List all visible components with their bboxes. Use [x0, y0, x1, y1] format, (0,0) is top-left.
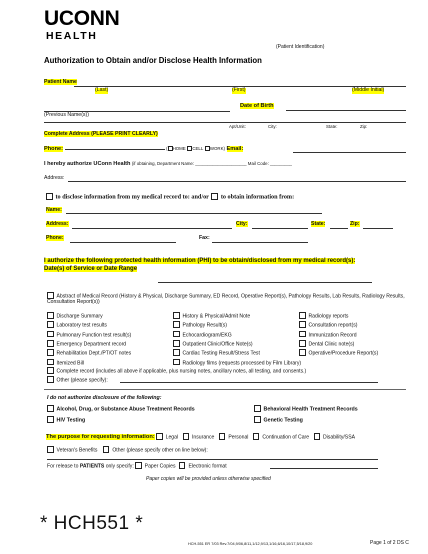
complete-address-label: Complete Address (PLEASE PRINT CLEARLY) — [44, 131, 158, 137]
purpose-row: The purpose for requesting information: Legal Insurance Personal Continuation of Care Disability/SSA — [46, 434, 355, 441]
last-label: (Last) — [95, 87, 109, 93]
recipient-state-line[interactable] — [330, 228, 348, 229]
recipient-zip-label: Zip: — [350, 221, 360, 227]
recipient-city-label: City: — [236, 221, 248, 227]
recipient-phone-label: Phone: — [46, 235, 64, 241]
purpose-other-checkbox[interactable] — [103, 446, 110, 453]
phi-authorization: I authorize the following protected health information (PHI) to be obtain/disclosed from my medical record(s): Date(s) of Service or Date Range — [44, 258, 356, 272]
previous-names-label: (Previous Name(s)) — [44, 112, 89, 118]
authorize-row: I hereby authorize UConn Health (if obtaining, Department Name: _____________________ Mail Code: _________ — [44, 161, 292, 167]
recipient-zip-line[interactable] — [363, 228, 393, 229]
other-record-line[interactable] — [120, 382, 378, 383]
disclose-row: to disclose information from my medical record to: and/or to obtain information from: — [46, 193, 294, 200]
form-title: Authorization to Obtain and/or Disclose Health Information — [44, 56, 262, 65]
record-checkbox[interactable] — [47, 359, 54, 366]
not-authorize-heading: I do not authorize disclosure of the following: — [47, 395, 162, 401]
record-option: Consultation report(s) — [299, 321, 407, 329]
recipient-fax-label: Fax: — [199, 235, 210, 241]
recipient-city-line[interactable] — [252, 228, 308, 229]
record-checkbox[interactable] — [299, 312, 306, 319]
behavioral-option: Behavioral Health Treatment Records — [254, 405, 358, 412]
record-option: Operative/Procedure Report(s) — [299, 349, 407, 357]
recipient-phone-line[interactable] — [70, 242, 176, 243]
purpose-continuation-checkbox[interactable] — [253, 433, 260, 440]
disclose-checkbox[interactable] — [46, 193, 53, 200]
abstract-checkbox[interactable] — [47, 292, 54, 299]
record-option: Cardiac Testing Result/Stress Test — [173, 349, 299, 357]
other-record-option: Other (please specify): — [47, 376, 108, 384]
recipient-name-label: Name: — [46, 207, 62, 213]
record-option: Pulmonary Function test result(s) — [47, 331, 173, 339]
records-grid — [47, 312, 407, 367]
record-option: Dental Clinic note(s) — [299, 340, 407, 348]
revision-code: HCH-551 ER 7/03 Rev.7/04,9/06,8/11,1/12,9/13,1/16,6/16,10/17,5/18,9/20 — [188, 542, 313, 546]
city-label: City: — [268, 124, 277, 129]
recipient-address-label: Address: — [46, 221, 69, 227]
record-checkbox[interactable] — [173, 321, 180, 328]
record-option: Radiology reports — [299, 312, 407, 320]
record-option: Itemized Bill — [47, 359, 173, 367]
record-checkbox[interactable] — [299, 331, 306, 338]
genetic-option: Genetic Testing — [254, 416, 303, 423]
date-range-line[interactable] — [158, 282, 372, 283]
record-checkbox[interactable] — [47, 340, 54, 347]
middle-label: (Middle Initial) — [352, 87, 385, 93]
record-option: Immunization Record — [299, 331, 407, 339]
record-checkbox[interactable] — [173, 340, 180, 347]
patient-id-label: (Patient Identification) — [276, 44, 325, 50]
purpose-row-2: Veteran's Benefits Other (please specify other on line below): — [47, 446, 208, 454]
record-option: Radiology films (requests processed by Film Library) — [173, 359, 407, 367]
hiv-checkbox[interactable] — [47, 416, 54, 423]
alcohol-checkbox[interactable] — [47, 405, 54, 412]
record-checkbox[interactable] — [299, 321, 306, 328]
record-checkbox[interactable] — [173, 349, 180, 356]
logo-uconn: UCONN — [44, 7, 120, 30]
record-checkbox[interactable] — [173, 312, 180, 319]
purpose-other-line[interactable] — [47, 459, 378, 460]
purpose-disability-checkbox[interactable] — [314, 433, 321, 440]
form-barcode-code: * HCH551 * — [40, 513, 144, 534]
purpose-personal-checkbox[interactable] — [219, 433, 226, 440]
recipient-fax-line[interactable] — [212, 242, 308, 243]
record-checkbox[interactable] — [47, 321, 54, 328]
release-format-row: For release to PATIENTS only specify: Paper Copies Electronic format — [47, 463, 227, 470]
purpose-veterans-checkbox[interactable] — [47, 446, 54, 453]
record-checkbox[interactable] — [299, 349, 306, 356]
record-checkbox[interactable] — [299, 340, 306, 347]
purpose-legal-checkbox[interactable] — [156, 433, 163, 440]
dob-label: Date of Birth — [240, 103, 274, 109]
record-option: Pathology Result(s) — [173, 321, 299, 329]
record-option: Laboratory test results — [47, 321, 173, 329]
purpose-label: The purpose for requesting information: — [46, 434, 155, 441]
email-line[interactable] — [293, 152, 406, 153]
phone-row: Phone: HOME CELL WORK) Email: — [44, 146, 244, 153]
logo-health: HEALTH — [46, 30, 98, 42]
abstract-option: Abstract of Medical Record (History & Physical, Discharge Summary, ED Record, Operative Report(s), Pathology Results, Lab Results, Radiology Results, Consultation Report(s)) — [47, 293, 405, 306]
authorize-address-line[interactable] — [68, 181, 406, 182]
first-label: (First) — [232, 87, 246, 93]
behavioral-checkbox[interactable] — [254, 405, 261, 412]
electronic-format-line[interactable] — [270, 468, 378, 469]
state-label: State: — [326, 124, 338, 129]
paper-copies-checkbox[interactable] — [135, 462, 142, 469]
record-option: Echocardiogram/EKG — [173, 331, 299, 339]
divider — [44, 389, 406, 390]
obtain-checkbox[interactable] — [211, 193, 218, 200]
complete-record-option: Complete record (includes all above if applicable, plus nursing notes, ancillary notes, all testing, and consents.) — [47, 367, 407, 375]
alcohol-option: Alcohol, Drug, or Substance Abuse Treatment Records — [47, 405, 195, 412]
paper-copies-note: Paper copies will be provided unless otherwise specified — [146, 476, 271, 482]
record-checkbox[interactable] — [47, 312, 54, 319]
hiv-option: HIV Testing — [47, 416, 85, 423]
record-option: Rehabilitation Dept./PT/OT notes — [47, 349, 173, 357]
dob-line[interactable] — [286, 110, 406, 111]
apt-label: Apt/Unit: — [229, 124, 246, 129]
record-option: History & Physical/Admit Note — [173, 312, 299, 320]
other-record-checkbox[interactable] — [47, 376, 54, 383]
electronic-format-checkbox[interactable] — [179, 462, 186, 469]
zip-label: Zip: — [360, 124, 368, 129]
authorize-address-label: Address: — [44, 175, 65, 181]
record-option: Emergency Department record — [47, 340, 173, 348]
address-line[interactable] — [44, 122, 406, 123]
record-option: Outpatient Clinic/Office Note(s) — [173, 340, 299, 348]
record-checkbox[interactable] — [47, 331, 54, 338]
patient-name-label: Patient Name — [44, 79, 77, 85]
record-checkbox[interactable] — [173, 359, 180, 366]
record-option: Discharge Summary — [47, 312, 173, 320]
complete-record-checkbox[interactable] — [47, 367, 54, 374]
record-checkbox[interactable] — [47, 349, 54, 356]
genetic-checkbox[interactable] — [254, 416, 261, 423]
recipient-state-label: State: — [311, 221, 326, 227]
purpose-insurance-checkbox[interactable] — [183, 433, 190, 440]
record-checkbox[interactable] — [173, 331, 180, 338]
recipient-name-line[interactable] — [66, 213, 322, 214]
recipient-address-line[interactable] — [72, 228, 232, 229]
page-number: Page 1 of 2 DS C — [370, 540, 409, 546]
